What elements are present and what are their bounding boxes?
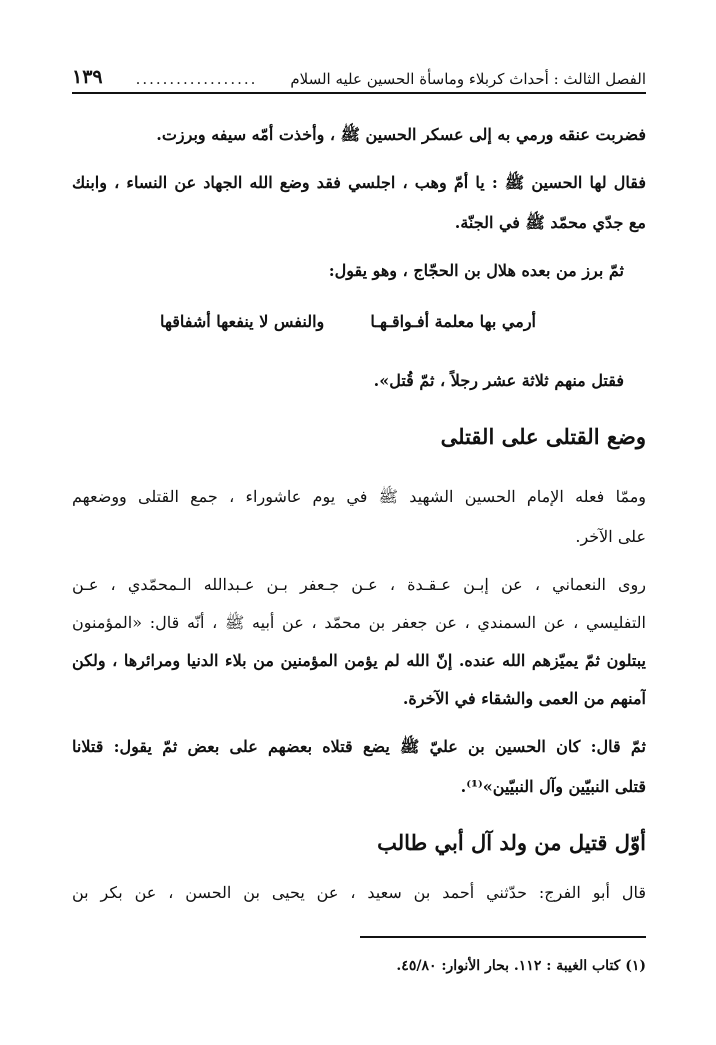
section-heading: أوّل قتيل من ولد آل أبي طالب bbox=[377, 830, 646, 855]
text-line: آمنهم من العمى والشقاء في الآخرة. bbox=[402, 689, 646, 708]
poem-verse bbox=[160, 312, 536, 331]
text-line: وممّا فعله الإمام الحسين الشهيد ﷺ في يوم عاشوراء ، جمع القتلى ووضعهم bbox=[72, 487, 646, 506]
verse-second-hemistich: والنفس لا ينفعها أشفاقها bbox=[160, 312, 325, 331]
text-line: ثمّ قال: كان الحسين بن عليّ ﷺ يضع قتلاه بعضهم على بعض ثمّ يقول: قتلانا bbox=[72, 737, 646, 756]
text-line: فضربت عنقه ورمي به إلى عسكر الحسين ﷺ ، وأخذت أمّه سيفه وبرزت. bbox=[156, 125, 646, 144]
text-line: فقال لها الحسين ﷺ : يا أمّ وهب ، اجلسي فقد وضع الله الجهاد عن النساء ، وابنك bbox=[72, 173, 646, 192]
footnote: (١) كتاب الغيبة : ١١٢. بحار الأنوار: ٤٥/٨٠. bbox=[396, 958, 646, 974]
running-header bbox=[72, 58, 646, 94]
text-line: قتلى النبيّين وآل النبيّين»⁽¹⁾. bbox=[460, 777, 646, 796]
text-line: ثمّ برز من بعده هلال بن الحجّاج ، وهو يقول: bbox=[328, 261, 624, 280]
text-line: فقتل منهم ثلاثة عشر رجلاً ، ثمّ قُتل». bbox=[373, 371, 624, 390]
verse-first-hemistich: أرمي بها معلمة أفـواقـهـا bbox=[370, 312, 536, 331]
page-number: ١٣٩ bbox=[72, 66, 103, 88]
text-line: يبتلون ثمّ يميّزهم الله عنده. إنّ الله لم يؤمن المؤمنين من بلاء الدنيا ومرائرها ، ولكن bbox=[72, 651, 646, 670]
text-line: التفليسي ، عن السمندي ، عن جعفر بن محمّد ، عن أبيه ﷺ ، أنّه قال: «المؤمنون bbox=[72, 613, 646, 632]
chapter-title: الفصل الثالث : أحداث كربلاء وماسأة الحسين عليه السلام bbox=[290, 70, 646, 88]
footnote-rule bbox=[360, 936, 646, 938]
text-line: قال أبو الفرج: حدّثني أحمد بن سعيد ، عن يحيى بن الحسن ، عن بكر بن bbox=[72, 883, 646, 902]
text-line: على الآخر. bbox=[575, 527, 646, 546]
text-line: روى النعماني ، عن إبـن عـقـدة ، عـن جـعفر بـن عـبدالله الـمحمّدي ، عـن bbox=[72, 575, 646, 594]
section-heading: وضع القتلى على القتلى bbox=[440, 424, 646, 449]
leader-dots: .................. bbox=[135, 70, 258, 88]
text-line: مع جدّي محمّد ﷺ في الجنّة. bbox=[454, 213, 646, 232]
